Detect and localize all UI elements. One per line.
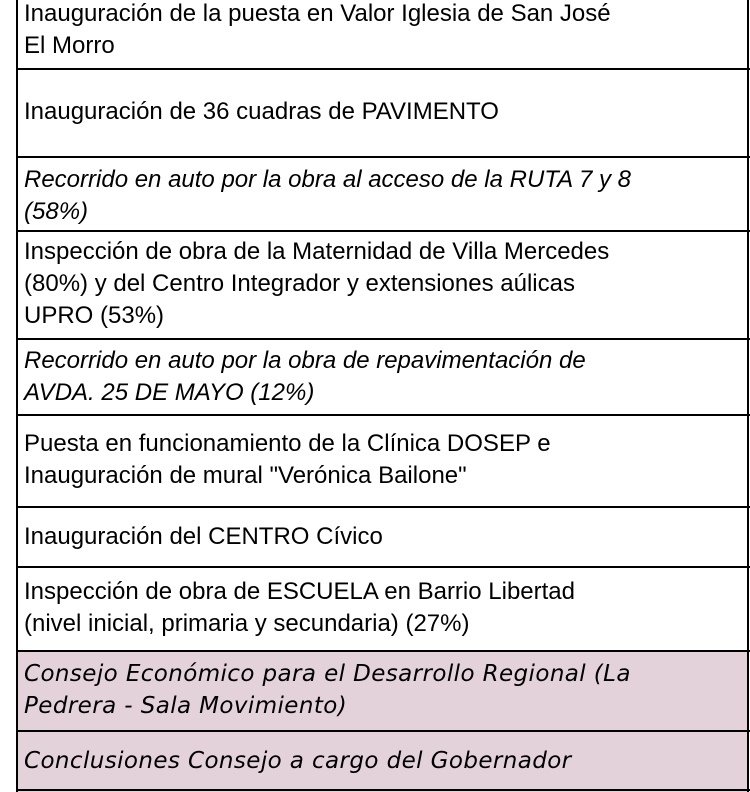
- table-cell: [16, 0, 749, 68]
- activity-text: Inauguración del CENTRO Cívico: [24, 523, 383, 550]
- activity-text: Inspección de obra de ESCUELA en Barrio Libertad (nivel inicial, primaria y secundaria) (27%): [24, 578, 576, 637]
- table-row: [16, 650, 750, 730]
- table-row: [16, 566, 750, 650]
- table-cell: [16, 340, 749, 414]
- table-row: [16, 0, 750, 68]
- activity-text: Puesta en funcionamiento de la Clínica DOSEP e Inauguración de mural "Verónica Bailone": [24, 430, 551, 489]
- activity-text: Recorrido en auto por la obra de repavimentación de AVDA. 25 DE MAYO (12%): [24, 347, 586, 406]
- table-row: [16, 414, 750, 506]
- table-cell: [16, 508, 749, 566]
- table-cell-highlight: [16, 732, 749, 792]
- table-row: [16, 230, 750, 338]
- activity-text: Inauguración de 36 cuadras de PAVIMENTO: [24, 98, 499, 125]
- table-cell: [16, 568, 749, 650]
- table-cell: [16, 232, 749, 338]
- table-cell: [16, 70, 749, 156]
- activity-text: Inspección de obra de la Maternidad de Villa Mercedes (80%) y del Centro Integrador y extensiones aúlicas UPRO (53%): [24, 238, 610, 329]
- table-cell: [16, 416, 749, 506]
- activity-text: Consejo Económico para el Desarrollo Regional (La Pedrera - Sala Movimiento): [24, 661, 631, 719]
- activity-text: Inauguración de la puesta en Valor Iglesia de San José El Morro: [24, 0, 611, 59]
- table-row: [16, 506, 750, 566]
- table-row: [16, 730, 750, 792]
- table-row: [16, 68, 750, 156]
- table-cell: [16, 158, 749, 230]
- activity-text: Conclusiones Consejo a cargo del Gobernador: [24, 748, 572, 774]
- table-row: [16, 338, 750, 414]
- table-bottom-border: [16, 789, 750, 791]
- activity-text: Recorrido en auto por la obra al acceso de la RUTA 7 y 8 (58%): [24, 166, 631, 225]
- table-cell-highlight: [16, 652, 749, 730]
- table-row: [16, 156, 750, 230]
